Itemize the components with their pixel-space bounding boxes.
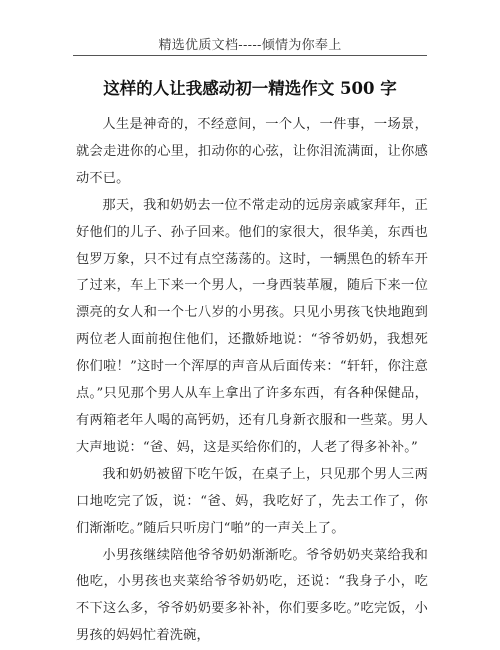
- paragraph: 小男孩继续陪他爷爷奶奶渐渐吃。爷爷奶奶夹菜给我和他吃，小男孩也夹菜给爷爷奶奶吃，还说：“我身子小，吃不下这么多，爷爷奶奶要多补补，你们要多吃。”吃完饭，小男孩的妈妈忙着洗碗，: [76, 543, 428, 650]
- paragraph: 那天，我和奶奶去一位不常走动的远房亲戚家拜年，正好他们的儿子、孙子回来。他们的家很大，很华美，东西也包罗万象，只不过有点空荡荡的。这时，一辆黑色的轿车开了过来，车上下来一个男人，一身西装革履，随后下来一位漂亮的女人和一个七八岁的小男孩。只见小男孩飞快地跑到两位老人面前抱住他们，还撒娇地说：“爷爷奶奶，我想死你们啦！”这时一个浑厚的声音从后面传来：“轩轩，你注意点。”只见那个男人从车上拿出了许多东西，有各种保健品，有两箱老年人喝的高钙奶，还有几身新衣服和一些菜。男人大声地说：“爸、妈，这是买给你们的，人老了得多补补。”: [76, 193, 428, 462]
- header-divider: [73, 55, 427, 56]
- paragraph: 我和奶奶被留下吃午饭，在桌子上，只见那个男人三两口地吃完了饭，说：“爸、妈，我吃好了，先去工作了，你们渐渐吃。”随后只听房门“啪”的一声关上了。: [76, 462, 428, 543]
- document-title: 这样的人让我感动初一精选作文 500 字: [0, 75, 500, 99]
- page-header: 精选优质文档-----倾情为你奉上: [0, 34, 500, 53]
- paragraph: 人生是神奇的，不经意间，一个人，一件事，一场景，就会走进你的心里，扣动你的心弦，让你泪流满面，让你感动不已。: [76, 112, 428, 193]
- document-body: [76, 112, 428, 650]
